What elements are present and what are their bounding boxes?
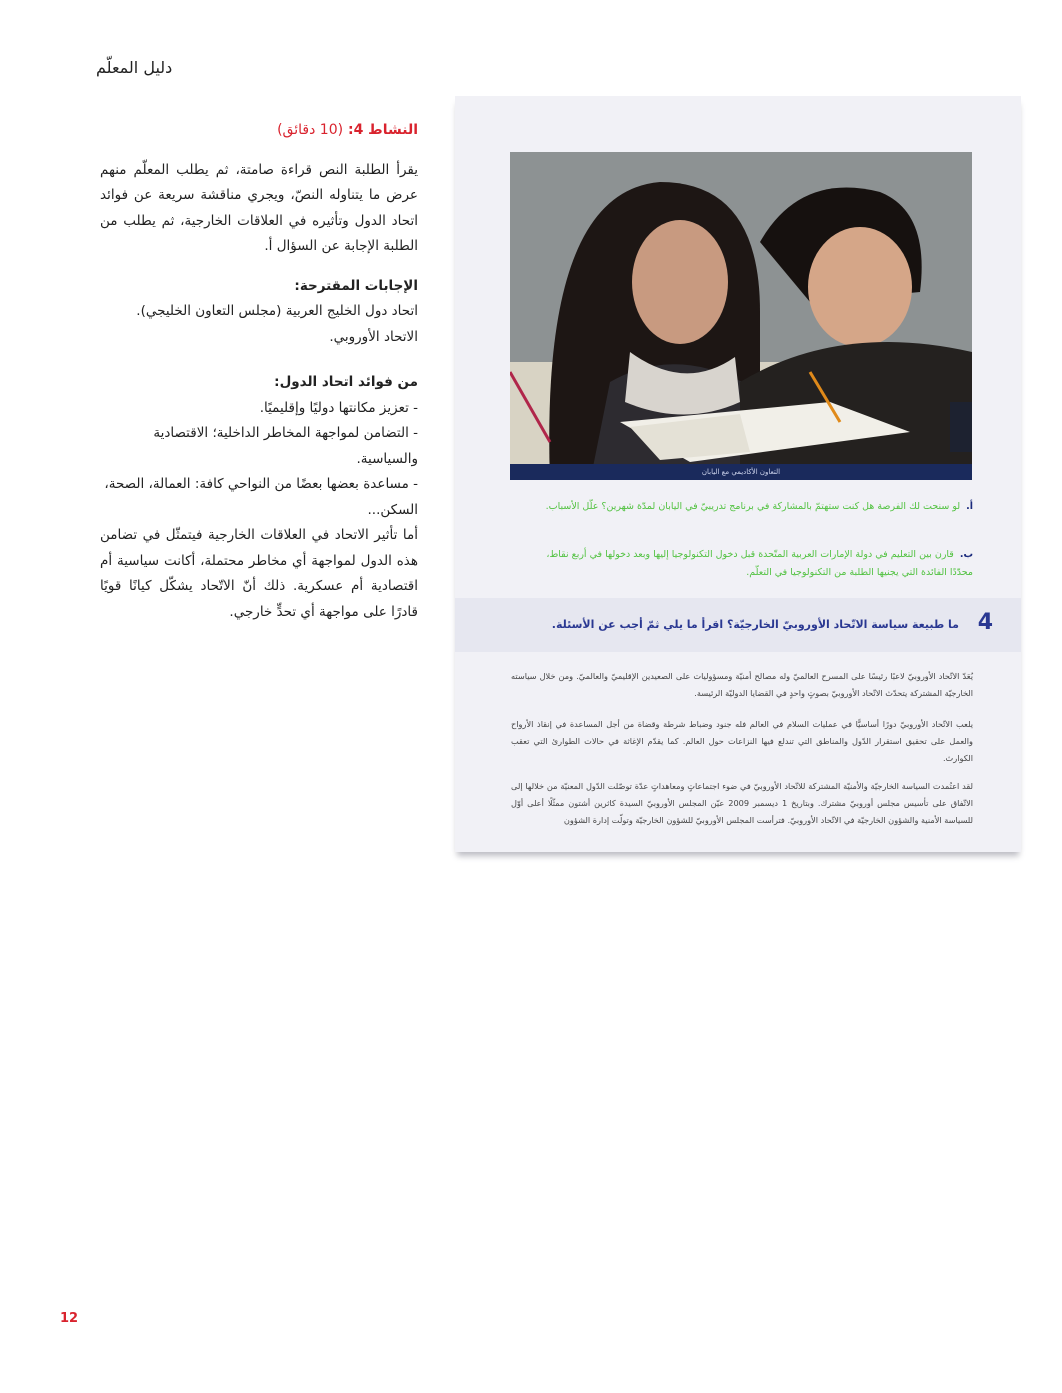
question-label: أ. bbox=[966, 501, 973, 512]
benefit-item: - تعزيز مكانتها دوليًا وإقليميًا. bbox=[259, 399, 418, 416]
teacher-guide-column bbox=[100, 118, 418, 625]
answer-item: اتحاد دول الخليج العربية (مجلس التعاون الخليجي). bbox=[136, 303, 418, 319]
benefit-item: - التضامن لمواجهة المخاطر الداخلية؛ الاقتصادية والسياسية. bbox=[153, 425, 418, 467]
activity-title bbox=[100, 118, 418, 144]
section-title: ما طبيعة سياسة الاتّحاد الأوروبيّ الخارجيّة؟ اقرأ ما يلي ثمّ أجب عن الأسئلة. bbox=[551, 618, 959, 631]
page-header-title: دليل المعلّم bbox=[96, 58, 173, 77]
students-illustration bbox=[510, 152, 972, 480]
section-header-bar bbox=[455, 598, 1021, 652]
question-text: لو سنحت لك الفرصة هل كنت ستهتمّ بالمشاركة في برنامج تدريبيّ في اليابان لمدّة شهرين؟ علّل الأسباب. bbox=[545, 501, 961, 512]
body-paragraph: لقد اعتُمدت السياسة الخارجيّة والأمنيّة المشتركة للاتّحاد الأوروبيّ في ضوء اجتماعاتٍ ومعاهداتٍ عدّة توصّلت الدّول المعنيّة من خلالها إلى الاتّفاق على تأسيس مجلس أوروبيّ مشترك. وبتاريخ 1 ديسمبر 2009 عيّن المجلس الأوروبيّ السيدة كاثرين أشتون ممثّلًا أعلى أوّل للسياسة الأمنية والشؤون الخارجيّة في الاتّحاد الأوروبيّ. فترأست المجلس الأوروبيّ للشؤون الخارجيّة وتولّت إدارة الشؤون bbox=[511, 781, 973, 825]
answers-heading: الإجابات المقترحة: bbox=[294, 277, 418, 294]
body-paragraph: يلعب الاتّحاد الأوروبيّ دورًا أساسيًّا في عمليات السلام في العالم فله جنود وضباط شرطة وقضاة من أجل المساعدة في إنقاذ الأرواح والعمل على تحقيق استقرار الدّول والمناطق التي تندلع فيها النزاعات حول العالم. كما يقدّم الإغاثة في حالات الطوارئ التي تعقب الكوارث. bbox=[511, 719, 973, 763]
photo-caption: التعاون الأكاديمي مع اليابان bbox=[510, 464, 972, 480]
question-b bbox=[533, 546, 973, 582]
section-number: 4 bbox=[977, 610, 993, 635]
activity-label: النشاط 4: bbox=[347, 122, 418, 138]
benefit-item: - مساعدة بعضها بعضًا من النواحي كافة: العمالة، الصحة، السكن... bbox=[104, 476, 418, 518]
textbook-page-panel bbox=[455, 96, 1021, 852]
activity-duration: (10 دقائق) bbox=[277, 122, 344, 138]
benefits-heading: من فوائد اتحاد الدول: bbox=[274, 374, 418, 390]
answer-item: الاتحاد الأوروبي. bbox=[329, 328, 418, 345]
conclusion-paragraph: أما تأثير الاتحاد في العلاقات الخارجية فيتمثّل في تضامن هذه الدول لمواجهة أي مخاطر محتملة، أكانت سياسية أم اقتصادية أم عسكرية. ذلك أنّ الاتّحاد يشكّل كيانًا قويًا قادرًا على مواجهة أي تحدٍّ خارجي. bbox=[100, 527, 418, 620]
question-a bbox=[533, 498, 973, 516]
students-photo bbox=[510, 152, 972, 480]
question-text: قارن بين التعليم في دولة الإمارات العربية المتّحدة قبل دخول التكنولوجيا إليها وبعد دخولها في أربع نقاط، محدّدًا الفائدة التي يجنيها الطلبة من التكنولوجيا في التعلّم. bbox=[546, 549, 973, 578]
activity-intro: يقرأ الطلبة النص قراءة صامتة، ثم يطلب المعلّم منهم عرض ما يتناوله النصّ، ويجري مناقشة سريعة عن فوائد اتحاد الدول وتأثيره في العلاقات الخارجية، ثم يطلب من الطلبة الإجابة عن السؤال أ. bbox=[100, 161, 418, 254]
page-number: 12 bbox=[60, 1311, 79, 1326]
body-paragraph: يُعَدّ الاتّحاد الأوروبيّ لاعبًا رئيسًا على المسرح العالميّ وله مصالح أمنيّة ومسؤوليات على الصعيدين الإقليميّ والعالميّ. ومن خلال سياسته الخارجيّة المشتركة يتحدّث الاتّحاد الأوروبيّ بصوتٍ واحدٍ في القضايا الدوليّة الرئيسة. bbox=[511, 671, 973, 698]
question-label: ب. bbox=[959, 549, 973, 560]
